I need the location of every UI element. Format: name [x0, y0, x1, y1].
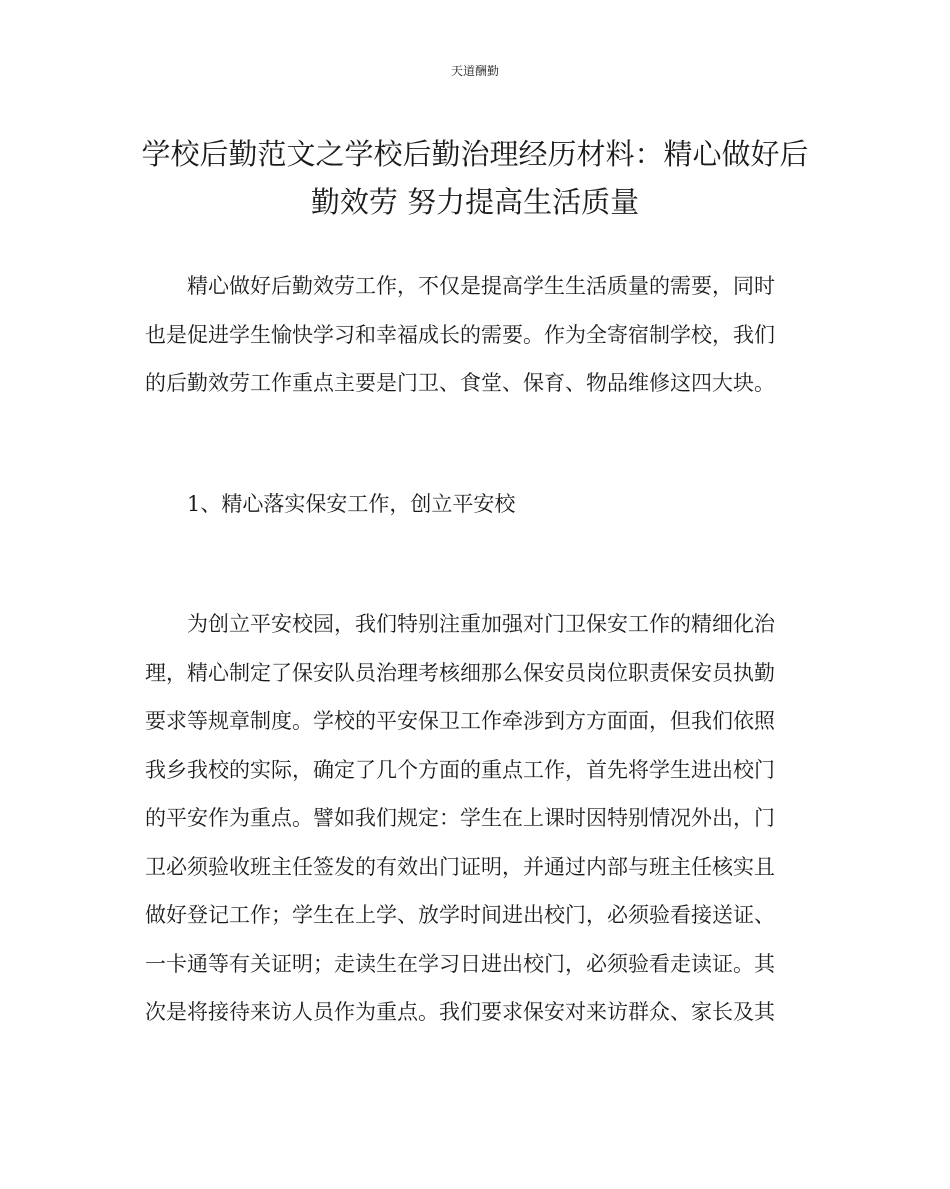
section-paragraph: [145, 600, 810, 1037]
paragraph-line: 一卡通等有关证明；走读生在学习日进出校门，必须验看走读证。其: [145, 951, 775, 976]
paragraph-line: 做好登记工作；学生在上学、放学时间进出校门，必须验看接送证、: [145, 903, 775, 927]
paragraph-line: 要求等规章制度。学校的平安保卫工作牵涉到方方面面，但我们依照: [145, 709, 775, 733]
paragraph-line: 我乡我校的实际，确定了几个方面的重点工作，首先将学生进出校门: [145, 757, 775, 782]
section-heading-text: 1、精心落实保安工作，创立平安校: [187, 492, 516, 516]
title-line: 学校后勤范文之学校后勤治理经历材料：精心做好后: [141, 137, 809, 171]
paragraph-line: 卫必须验收班主任签发的有效出门证明，并通过内部与班主任核实且: [145, 854, 775, 879]
paragraph-line: 的后勤效劳工作重点主要是门卫、食堂、保育、物品维修这四大块。: [145, 371, 775, 395]
paragraph-line: 精心做好后勤效劳工作，不仅是提高学生生活质量的需要，同时: [187, 274, 775, 298]
title-line: 勤效劳 努力提高生活质量: [310, 185, 640, 219]
intro-paragraph: [145, 262, 810, 408]
section-heading: [145, 480, 810, 529]
paragraph-line: 也是促进学生愉快学习和幸福成长的需要。作为全寄宿制学校，我们: [145, 322, 775, 347]
document-title: [120, 130, 830, 226]
paragraph-line: 的平安作为重点。譬如我们规定：学生在上课时因特别情况外出，门: [145, 806, 775, 830]
paragraph-line: 为创立平安校园，我们特别注重加强对门卫保安工作的精细化治: [187, 612, 775, 636]
paragraph-line: 次是将接待来访人员作为重点。我们要求保安对来访群众、家长及其: [145, 1000, 775, 1024]
page-header: 天道酬勤: [450, 64, 499, 78]
paragraph-line: 理，精心制定了保安队员治理考核细那么保安员岗位职责保安员执勤: [145, 660, 775, 685]
